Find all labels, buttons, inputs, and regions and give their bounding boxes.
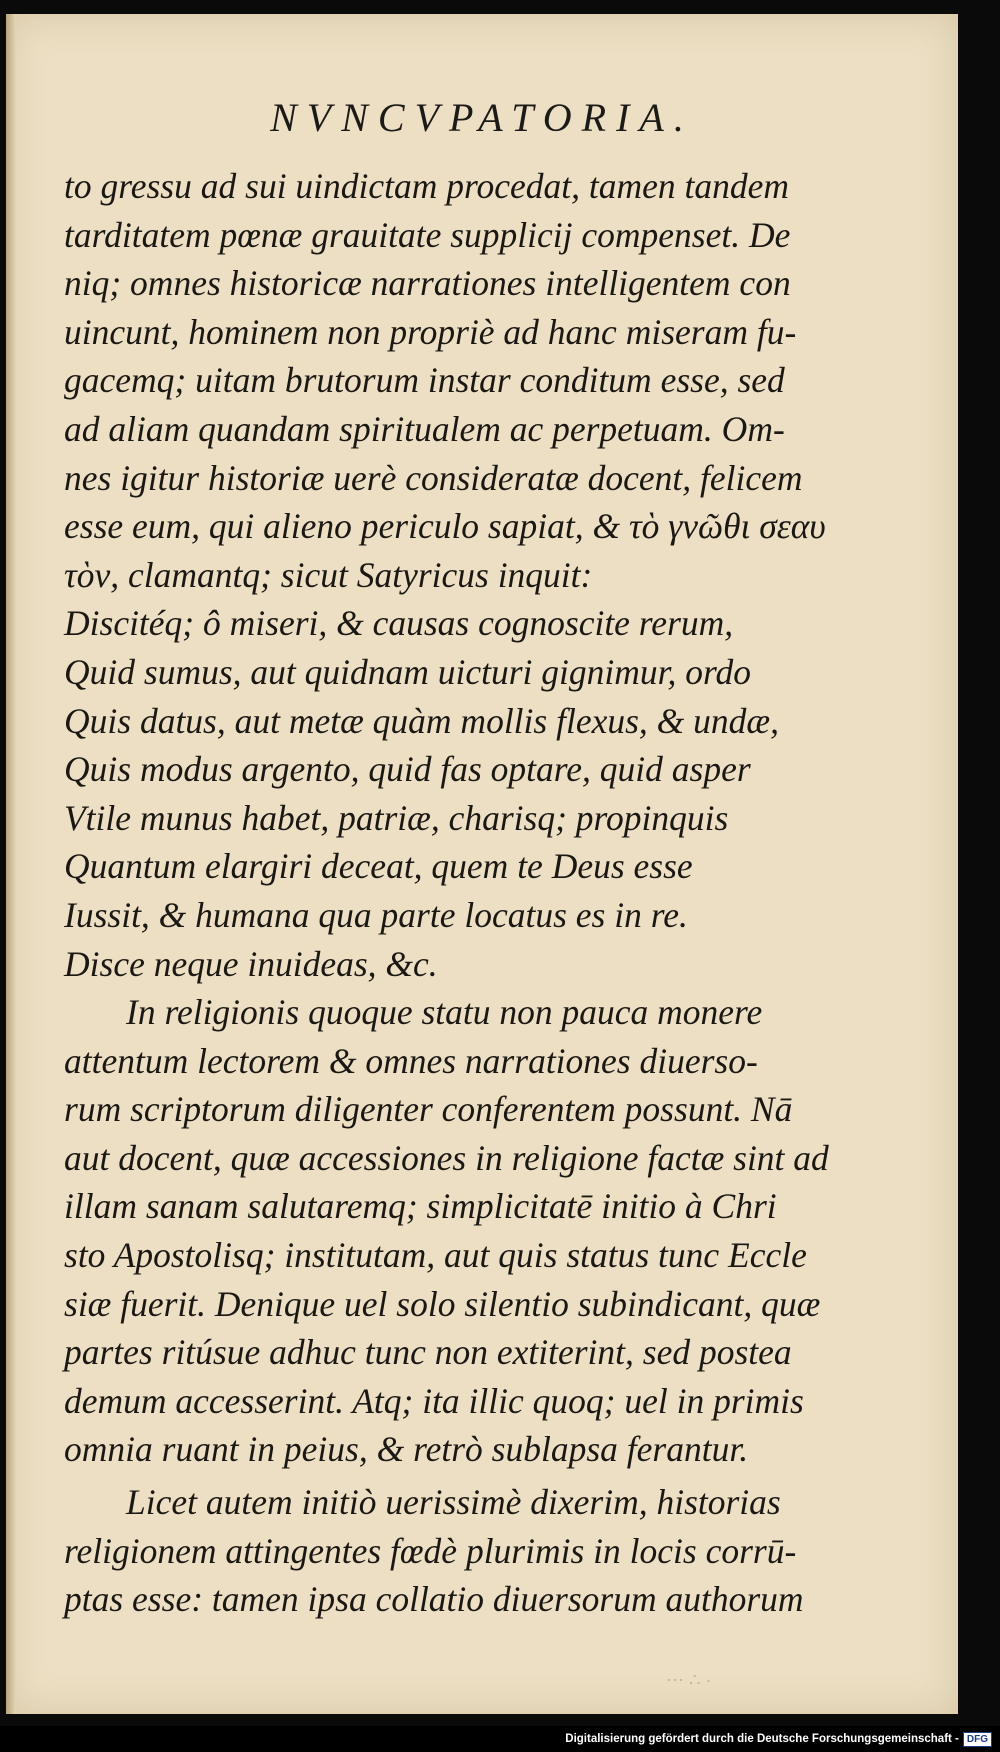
verse-line: Quantum elargiri deceat, quem te Deus esse bbox=[64, 846, 693, 887]
text-line: Licet autem initiò uerissimè dixerim, historias bbox=[126, 1482, 781, 1523]
text-line: illam sanam salutaremq; simplicitatē initio à Chri bbox=[64, 1186, 777, 1227]
text-line: to gressu ad sui uindictam procedat, tamen tandem bbox=[64, 166, 790, 206]
text-line: omnia ruant in peius, & retrò sublapsa ferantur. bbox=[64, 1429, 749, 1470]
text-line: religionem attingentes fœdè plurimis in locis corrū- bbox=[64, 1530, 797, 1571]
text-line: uincunt, hominem non propriè ad hanc miseram fu- bbox=[64, 311, 797, 352]
text-line: esse eum, qui alieno periculo sapiat, & τὸ γνῶθι σεαυ bbox=[64, 506, 826, 547]
text-line: In religionis quoque statu non pauca monere bbox=[126, 992, 763, 1033]
text-line: niq; omnes historicæ narrationes intelligentem con bbox=[64, 263, 791, 304]
scanned-page bbox=[6, 14, 958, 1714]
verse-line: Quis modus argento, quid fas optare, quid asper bbox=[64, 749, 751, 790]
text-line: rum scriptorum diligenter conferentem possunt. Nā bbox=[64, 1089, 793, 1130]
paragraph-3 bbox=[64, 1478, 864, 1624]
text-line: siæ fuerit. Denique uel solo silentio subindicant, quæ bbox=[64, 1283, 821, 1324]
text-line: tarditatem pœnæ grauitate supplicij compenset. De bbox=[64, 214, 791, 255]
text-line: attentum lectorem & omnes narrationes diuerso- bbox=[64, 1040, 758, 1081]
text-line: ad aliam quandam spiritualem ac perpetuam. Om- bbox=[64, 408, 785, 449]
running-header: NVNCVPATORIA. bbox=[270, 95, 694, 140]
verse-line: Quis datus, aut metæ quàm mollis flexus, & undæ, bbox=[64, 700, 779, 741]
text-line: demum accesserint. Atq; ita illic quoq; uel in primis bbox=[64, 1380, 804, 1421]
dfg-logo-icon: DFG bbox=[963, 1732, 992, 1747]
funding-credit: Digitalisierung gefördert durch die Deutsche Forschungsgemeinschaft - bbox=[565, 1733, 959, 1745]
paragraph-1 bbox=[64, 162, 864, 599]
body-text bbox=[64, 162, 864, 1624]
text-line: τὸν, clamantq; sicut Satyricus inquit: bbox=[64, 554, 593, 595]
text-line: nes igitur historiæ uerè consideratæ docent, felicem bbox=[64, 457, 803, 498]
verse-line: Iussit, & humana qua parte locatus es in re. bbox=[64, 894, 688, 935]
verse-line: Vtile munus habet, patriæ, charisq; propinquis bbox=[64, 797, 729, 838]
verse-quotation bbox=[64, 599, 864, 988]
verse-line: Quid sumus, aut quidnam uicturi gignimur, ordo bbox=[64, 651, 752, 692]
text-line: ptas esse: tamen ipsa collatio diuersorum authorum bbox=[64, 1579, 804, 1620]
text-line: partes ritúsue adhuc tunc non extiterint, sed postea bbox=[64, 1332, 792, 1373]
text-line: gacemq; uitam brutorum instar conditum esse, sed bbox=[64, 360, 785, 401]
faint-page-mark: ⋯ ∴ · bbox=[666, 1670, 712, 1690]
text-line: sto Apostolisq; institutam, aut quis status tunc Eccle bbox=[64, 1235, 807, 1276]
paragraph-2 bbox=[64, 988, 864, 1474]
text-line: aut docent, quæ accessiones in religione factæ sint ad bbox=[64, 1137, 829, 1178]
digitization-footer bbox=[0, 1726, 1000, 1752]
page-binding-edge bbox=[6, 14, 16, 1714]
verse-line: Discitéq; ô miseri, & causas cognoscite rerum, bbox=[64, 603, 734, 644]
verse-line: Disce neque inuideas, &c. bbox=[64, 943, 438, 984]
